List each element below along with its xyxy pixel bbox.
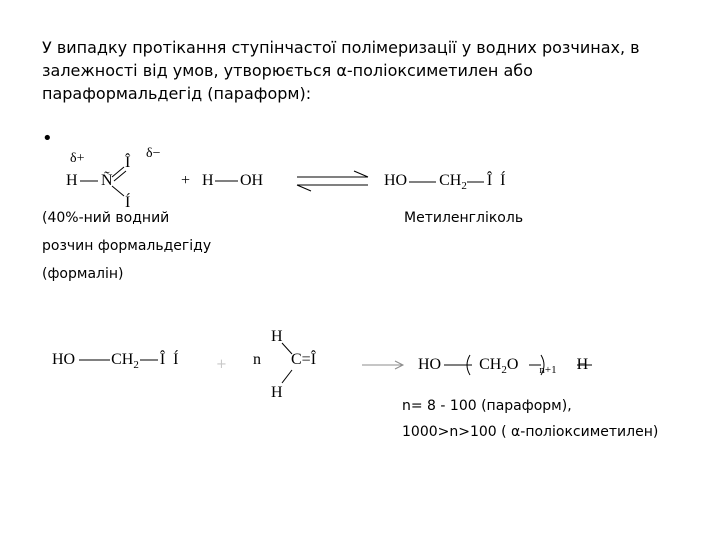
plus-sign: + xyxy=(181,172,191,189)
bond-c-h-top xyxy=(282,343,292,354)
formaldehyde-hydrogen-2: Í xyxy=(125,194,131,211)
reactant-oxygen: Î xyxy=(159,351,166,368)
delta-minus-label: δ− xyxy=(146,146,161,161)
bullet: • xyxy=(42,128,53,149)
bond-c-h xyxy=(112,186,124,196)
note-polyoxymethylene: 1000>n>100 ( α-поліоксиметилен) xyxy=(402,424,659,440)
forward-arrowhead xyxy=(354,171,368,177)
formaldehyde-oxygen: Î xyxy=(125,154,131,171)
reactant-hydrogen: Í xyxy=(173,351,179,368)
plus-sign-faint: + xyxy=(216,357,227,372)
intro-paragraph: У випадку протікання ступінчастої полімеризації у водних розчинах, в залежності від умов, утворюється α-поліоксиметилен або параформальдегід (параформ): xyxy=(42,38,640,103)
product-subscript: 2 xyxy=(461,180,467,192)
polymer-ch: CH xyxy=(479,356,502,373)
product-ho: HO xyxy=(384,172,408,189)
reverse-arrowhead xyxy=(297,185,311,191)
formaldehyde-carbon: Ñ xyxy=(101,172,113,189)
polymer-oxygen: O xyxy=(506,356,519,373)
right-note-methyleneglycol: Метиленгліколь xyxy=(404,210,524,226)
double-bond-a xyxy=(112,167,124,177)
formaldehyde-h-bottom: H xyxy=(271,384,283,401)
reactant-subscript: 2 xyxy=(133,359,139,371)
water-hydroxyl: OH xyxy=(240,172,264,189)
left-note-line-3: (формалін) xyxy=(42,266,124,282)
formaldehyde-co: C=Î xyxy=(291,351,317,368)
product-ch: CH xyxy=(439,172,462,189)
water-hydrogen: H xyxy=(202,172,214,189)
product-hydrogen: Í xyxy=(500,172,506,189)
left-note-line-1: (40%-ний водний xyxy=(42,210,170,226)
polymer-subscript: n+1 xyxy=(539,364,557,376)
polymer-ch-subscript: 2 xyxy=(501,364,507,376)
bond-c-h-bottom xyxy=(282,370,292,383)
delta-plus-label: δ+ xyxy=(70,151,85,166)
close-paren xyxy=(541,355,544,375)
double-bond-b xyxy=(114,171,126,181)
reactant-ho: HO xyxy=(52,351,76,368)
coefficient-n: n xyxy=(253,351,261,368)
formaldehyde-h-top: H xyxy=(271,328,283,345)
product-oxygen: Î xyxy=(486,172,493,189)
left-note-line-2: розчин формальдегіду xyxy=(42,238,212,254)
polymer-ho: HO xyxy=(418,356,442,373)
polymer-end-h: H xyxy=(576,356,589,373)
reactant-ch: CH xyxy=(111,351,134,368)
formaldehyde-hydrogen: H xyxy=(66,172,78,189)
note-paraform: n= 8 - 100 (параформ), xyxy=(402,398,572,414)
